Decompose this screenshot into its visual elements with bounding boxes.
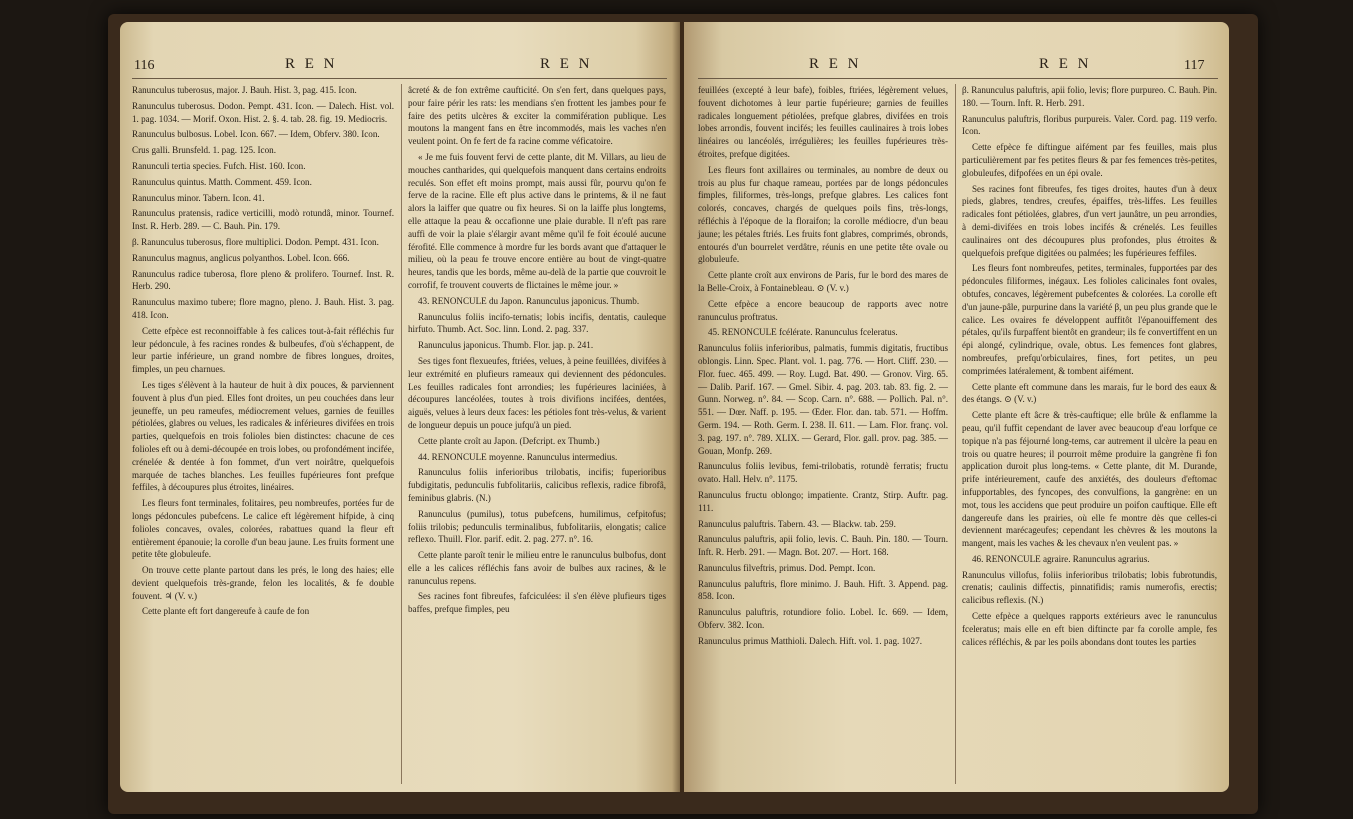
paragraph: Crus galli. Brunsfeld. 1. pag. 125. Icon. [132,145,276,156]
left-column-1 [132,84,394,621]
paragraph: Ranunculus paluftris, rotundiore folio. Lobel. Ic. 669. — Idem, Obferv. 382. Icon. [698,607,948,631]
paragraph: Ranunculus tuberosus. Dodon. Pempt. 431. Icon. — Dalech. Hist. vol. 1. pag. 1034. — Morif. Oxon. Hist. 2. §. 4. tab. 28. fig. 19. Mediocris. [132,100,394,124]
left-header-rule [132,78,667,79]
right-column-divider [955,84,956,784]
paragraph: Ranunculus foliis incifo-ternatis; lobis incifis, dentatis, cauleque hirfuto. Thumb. Act. Soc. linn. Lond. 2. pag. 337. [408,311,666,335]
paragraph: Ranunculus paluftris, flore minimo. J. Bauh. Hift. 3. Append. pag. 858. Icon. [698,578,948,602]
left-page [120,22,680,792]
paragraph: Ranunculus japonicus. Thumb. Flor. jap. p. 241. [418,340,594,351]
right-page-number: 117 [1184,58,1205,73]
paragraph: Ranunculus minor. Tabern. Icon. 41. [132,192,265,203]
right-page [684,22,1229,792]
paragraph: « Je me fuis fouvent fervi de cette plante, dit M. Villars, au lieu de mouches cantharides, qui quelquefois manquent dans certains endroits reculés. Son effet eft moins prompt, mais aussi fûr, pourvu qu'on fe ferve de la racine. Elle eft plus active dans le printems, & il ne faut alors la laiffer que quatre ou fix heures. Si on la laiffe plus longtems, elle attaque la peau & occafionne une plaie durable. Il n'eft pas rare auffi de voir la plaie s'élargir avant même qu'il fe foit écoulé aucune férofité. Elle commence à mordre fur les bords avant que d'attaquer le milieu, où la peau fe trouve encore entière au bout de vingt-quatre heures, tandis que les bords, même au-delà de la partie que couvroit le corrofif, fe trouvent couverts de flictaines le même jour. » [408,151,666,290]
paragraph: âcreté & de fon extrême caufticité. On s'en fert, dans quelques pays, pour faire périr les rats: les mendians s'en frottent les jambes pour fe faire des petits ulcères & exciter la commifération publique. Les moutons la mangent fans en être incommodés, mais les vaches n'en veulent point. On fe fert de fa racine comme véficatoire. [408,85,666,147]
left-running-head-2: R E N [540,56,593,72]
paragraph: Ses tiges font flexueufes, ftriées, velues, à peine feuillées, divifées à leur extrémité en plufieurs rameaux qui deviennent des pédoncules. Les feuilles radicales font arrondies; les fupérieures laciniées, à découpures lancéolées, toutes à trois divifions incifées, dentées, aiguës, velues à leurs deux faces: les pétioles font très-velus, & varient de longueur depuis un pouce jufqu'à un pied. [408,355,666,430]
right-column-1 [698,84,948,651]
paragraph: Ranunculus filveftris, primus. Dod. Pempt. Icon. [698,562,876,573]
paragraph: Cette plante paroît tenir le milieu entre le ranunculus bulbofus, dont elle a les calices réfléchis fans avoir de bulbes aux racines, & le ranunculus repens. [408,550,666,586]
right-header-rule [698,78,1218,79]
paragraph: Ranunculi tertia species. Fufch. Hist. 160. Icon. [132,160,306,171]
paragraph: Les fleurs font terminales, folitaires, peu nombreufes, portées fur de longs pédoncules pubefcens. Le calice eft légèrement hifpide, à cinq folioles concaves, ovales, colorées, rabattues quand la fleur eft entièrement épanouie; la corolle d'un beau jaune. Les fruits forment une petite tête globuleufe. [132,498,394,560]
paragraph: Ranunculus primus Matthioli. Dalech. Hift. vol. 1. pag. 1027. [698,635,923,646]
paragraph: Ranunculus magnus, anglicus polyanthos. Lobel. Icon. 666. [132,252,350,263]
paragraph: Ranunculus bulbosus. Lobel. Icon. 667. — Idem, Obferv. 380. Icon. [132,129,380,140]
paragraph: Cette efpèce a encore beaucoup de rapports avec notre ranunculus proftratus. [698,298,948,322]
paragraph: 46. RENONCULE agraire. Ranunculus agrarius. [972,553,1150,564]
paragraph: Ranunculus maximo tubere; flore magno, pleno. J. Bauh. Hist. 3. pag. 418. Icon. [132,297,394,320]
paragraph: Cette plante eft âcre & très-cauftique; elle brûle & enflamme la peau, qu'il fuffit cependant de laver avec beaucoup d'eau lorfque ce topique n'a pas féjourné long-tems, car autrement il ulcère la peau en trois ou quatre heures; il pourroit même produire la gangrène fi fon application duroit plus long-tems. « Cette plante, dit M. Durande, prife intérieurement, caufe des anxiétés, des douleurs d'eftomac infupportables, des fyncopes, des convulfions, la gangrène: en un mot, tous les accidens que peut produire un poifon cauftique. Elle eft dangereufe dans les prairies, où elle fe montre dès que celles-ci deviennent marécageufes; cependant les chèvres & les moutons la mangent, mais les vaches & les chevaux n'en veulent pas. » [962,410,1217,549]
paragraph: Les tiges s'élèvent à la hauteur de huit à dix pouces, & parviennent fouvent à plus d'un pied. Elles font droites, un peu couchées dans leur jeuneffe, un peu rameufes, médiocrement velues, garnies de feuilles pétiolées, glabres ou velues, les radicales & inférieures divifées en trois parties, quelquefois en trois folioles bien distinctes: chacune de ces folioles eft ou à demi-découpée en trois lobes, ou profondément incifée, crénelée & dentée à fon fommet, d'un vert noirâtre, quelquefois marquée de taches blanches. Les feuilles fupérieures font prefque feffiles, à découpures plus étroites, linéaires. [132,379,394,493]
paragraph: Ses racines font fibreufes, fes tiges droites, hautes d'un à deux pieds, glabres, tendres, creufes, épaiffes, très-liffes. Les feuilles radicales font pétiolées, glabres, d'un vert jaunâtre, un peu arrondies, à demi-divifées en trois lobes incifés & crénelés. Les feuilles caulinaires ont des découpures plus profondes, plus étroites & quelquefois prefque digitées ou palmées; les fupérieures feffiles. [962,183,1217,258]
paragraph: β. Ranunculus paluftris, apii folio, levis; flore purpureo. C. Bauh. Pin. 180. — Tourn. Inft. R. Herb. 291. [962,85,1217,108]
paragraph: Cette plante eft fort dangereufe à caufe de fon [142,606,310,617]
left-page-number: 116 [134,58,155,73]
paragraph: feuillées (excepté à leur bafe), foibles, ftriées, légèrement velues, fouvent dichotomes à leur partie fupérieure; garnies de feuilles radicales longuement pétiolées, prefque glabres, divifées en trois lobes arrondis, fouvent incifés; les feuilles caulinaires à trois lobes linéaires ou lancéolés, irrégulières; les feuilles fupérieures très-étroites, prefque digitées. [698,85,948,159]
paragraph: Cette plante croît aux environs de Paris, fur le bord des mares de la Belle-Croix, à Fontainebleau. ⊙ (V. v.) [698,270,948,293]
paragraph: Ranunculus paluftris. Tabern. 43. — Blackw. tab. 259. [698,518,896,529]
paragraph: Cette plante eft commune dans les marais, fur le bord des eaux & des étangs. ⊙ (V. v.) [962,381,1217,405]
paragraph: Ranunculus foliis inferioribus, palmatis, fummis digitatis, fructibus oblongis. Linn. Spec. Plant. vol. 1. pag. 776. — Hort. Cliff. 230. — Flor. fuec. 465. 499. — Roy. Lugd. Bat. 490. — Gronov. Virg. 65. — Dalib. Parif. 167. — Gmel. Sibir. 4. pag. 203. tab. 83. fig. 2. — Gunn. Norweg. n°. 84. — Scop. Carn. n°. 688. — Pollich. Pal. n°. 551. — Dœr. Naff. p. 195. — Œder. Flor. dan. tab. 571. — Hoffm. Germ. 194. — Roth. Germ. I. 238. II. 611. — Lam. Flor. franç. vol. 3. pag. 197. n°. 789. XLIX. — Gerard, Flor. gall. prov. pag. 385. — Gouan, Monfp. 269. [698,343,948,456]
paragraph: Les fleurs font nombreufes, petites, terminales, fupportées par des pédoncules filiformes, inégaux. Les folioles calicinales font ovales, obtufes, concaves, légèrement pubefcentes & colorées. La corolle eft d'un jaune-pâle, purpurine dans la variété β, un peu plus grande que le calice. Les ovaires fe développent auffitôt l'épanouiffement des pétales, qu'ils furpaffent bientôt en grandeur; ils fe convertiffent en un épi alongé, cylindrique, ovale, obtus. Les femences font glabres, nombreufes, prefqu'orbiculaires, fines, fort petites, un peu comprimées latéralement, & tombent aifément. [962,263,1217,376]
paragraph: 44. RENONCULE moyenne. Ranunculus intermedius. [418,451,618,462]
paragraph: Cette plante croît au Japon. (Defcript. ex Thumb.) [418,435,600,446]
paragraph: Ranunculus tuberosus, major. J. Bauh. Hist. 3, pag. 415. Icon. [132,85,357,95]
paragraph: 43. RENONCULE du Japon. Ranunculus japonicus. Thumb. [418,295,640,306]
right-column-2 [962,84,1217,651]
paragraph: Ranunculus pratensis, radice verticilli, modò rotundâ, minor. Tournef. Inst. R. Herb. 289. — C. Bauh. Pin. 179. [132,208,394,232]
paragraph: Cette efpèce a quelques rapports extérieurs avec le ranunculus fceleratus; mais elle en eft bien diftincte par fa corolle ample, fes calices réfléchis, & par les poils abondans dont toutes les parties [962,611,1217,647]
paragraph: β. Ranunculus tuberosus, flore multiplici. Dodon. Pempt. 431. Icon. [132,236,379,247]
paragraph: Ranunculus fructu oblongo; impatiente. Crantz, Stirp. Auftr. pag. 111. [698,489,948,513]
paragraph: Ranunculus radice tuberosa, flore pleno & prolifero. Tournef. Inst. R. Herb. 290. [132,268,394,292]
paragraph: Ranunculus paluftris, apii folio, levis. C. Bauh. Pin. 180. — Tourn. Inft. R. Herb. 291. — Magn. Bot. 207. — Hort. 168. [698,534,948,558]
paragraph: Les fleurs font axillaires ou terminales, au nombre de deux ou trois au plus fur chaque rameau, portées par de longs pédoncules fimples, filiformes, très-longs, prefque glabres. Les calices font colorés, concaves, chargés de quelques poils fins, très-longs, réfléchis à l'époque de la floraifon; la corolle médiocre, d'un beau jaune; les pétales ftriés. Les fruits font glabres, comprimés, obronds, entourés d'un bourrelet verdâtre, réunis en une petite tête ovale ou globuleufe. [698,164,948,265]
paragraph: Ranunculus paluftris, floribus purpureis. Valer. Cord. pag. 119 verfo. Icon. [962,113,1217,137]
right-running-head-2: R E N [1039,56,1092,72]
paragraph: Ses racines font fibreufes, fafciculées: il s'en élève plufieurs tiges baffes, prefque fimples, peu [408,591,666,615]
right-running-head-1: R E N [809,56,862,72]
paragraph: Ranunculus foliis levibus, femi-trilobatis, rotundè ferratis; fructu ovato. Hall. Helv. n°. 1175. [698,461,948,485]
paragraph: Ranunculus villofus, foliis inferioribus trilobatis; lobis fubrotundis, crenatis; caulinis diffectis, pinnatifidis; ramis numerofis, erectis; calicibus reflexis. (N.) [962,569,1217,606]
paragraph: On trouve cette plante partout dans les prés, le long des haies; elle devient quelquefois très-grande, felon les localités, & fe double fouvent. ♃ (V. v.) [132,565,394,601]
paragraph: 45. RENONCULE fcélérate. Ranunculus fceleratus. [708,327,898,338]
left-column-divider [401,84,402,784]
paragraph: Ranunculus quintus. Matth. Comment. 459. Icon. [132,176,312,187]
left-column-2 [408,84,666,619]
paragraph: Cette efpèce fe diftingue aifément par fes feuilles, mais plus particulièrement par fes petites fleurs & par fes femences très-petites, globuleufes, difpofées en un épi ovale. [962,142,1217,178]
paragraph: Cette efpèce est reconnoiffable à fes calices tout-à-fait réfléchis fur leur pédoncule, à fes racines rondes & bulbeufes, d'où s'échappent, de leur partie inférieure, un grand nombre de fibres longues, droites, fimples, un peu charnues. [132,325,394,375]
paragraph: Ranunculus foliis inferioribus trilobatis, incifis; fuperioribus fubdigitatis, pedunculis fubfolitariis, calicibus reflexis, radice fibrofâ, feminibus glabris. (N.) [408,467,666,503]
left-running-head-1: R E N [285,56,338,72]
paragraph: Ranunculus (pumilus), totus pubefcens, humilimus, cefpitofus; foliis trilobis; pedunculis terminalibus, fubfolitariis, elongatis; calice reflexo. Thuill. Flor. parif. edit. 2. pag. 277. n°. 16. [408,508,666,545]
